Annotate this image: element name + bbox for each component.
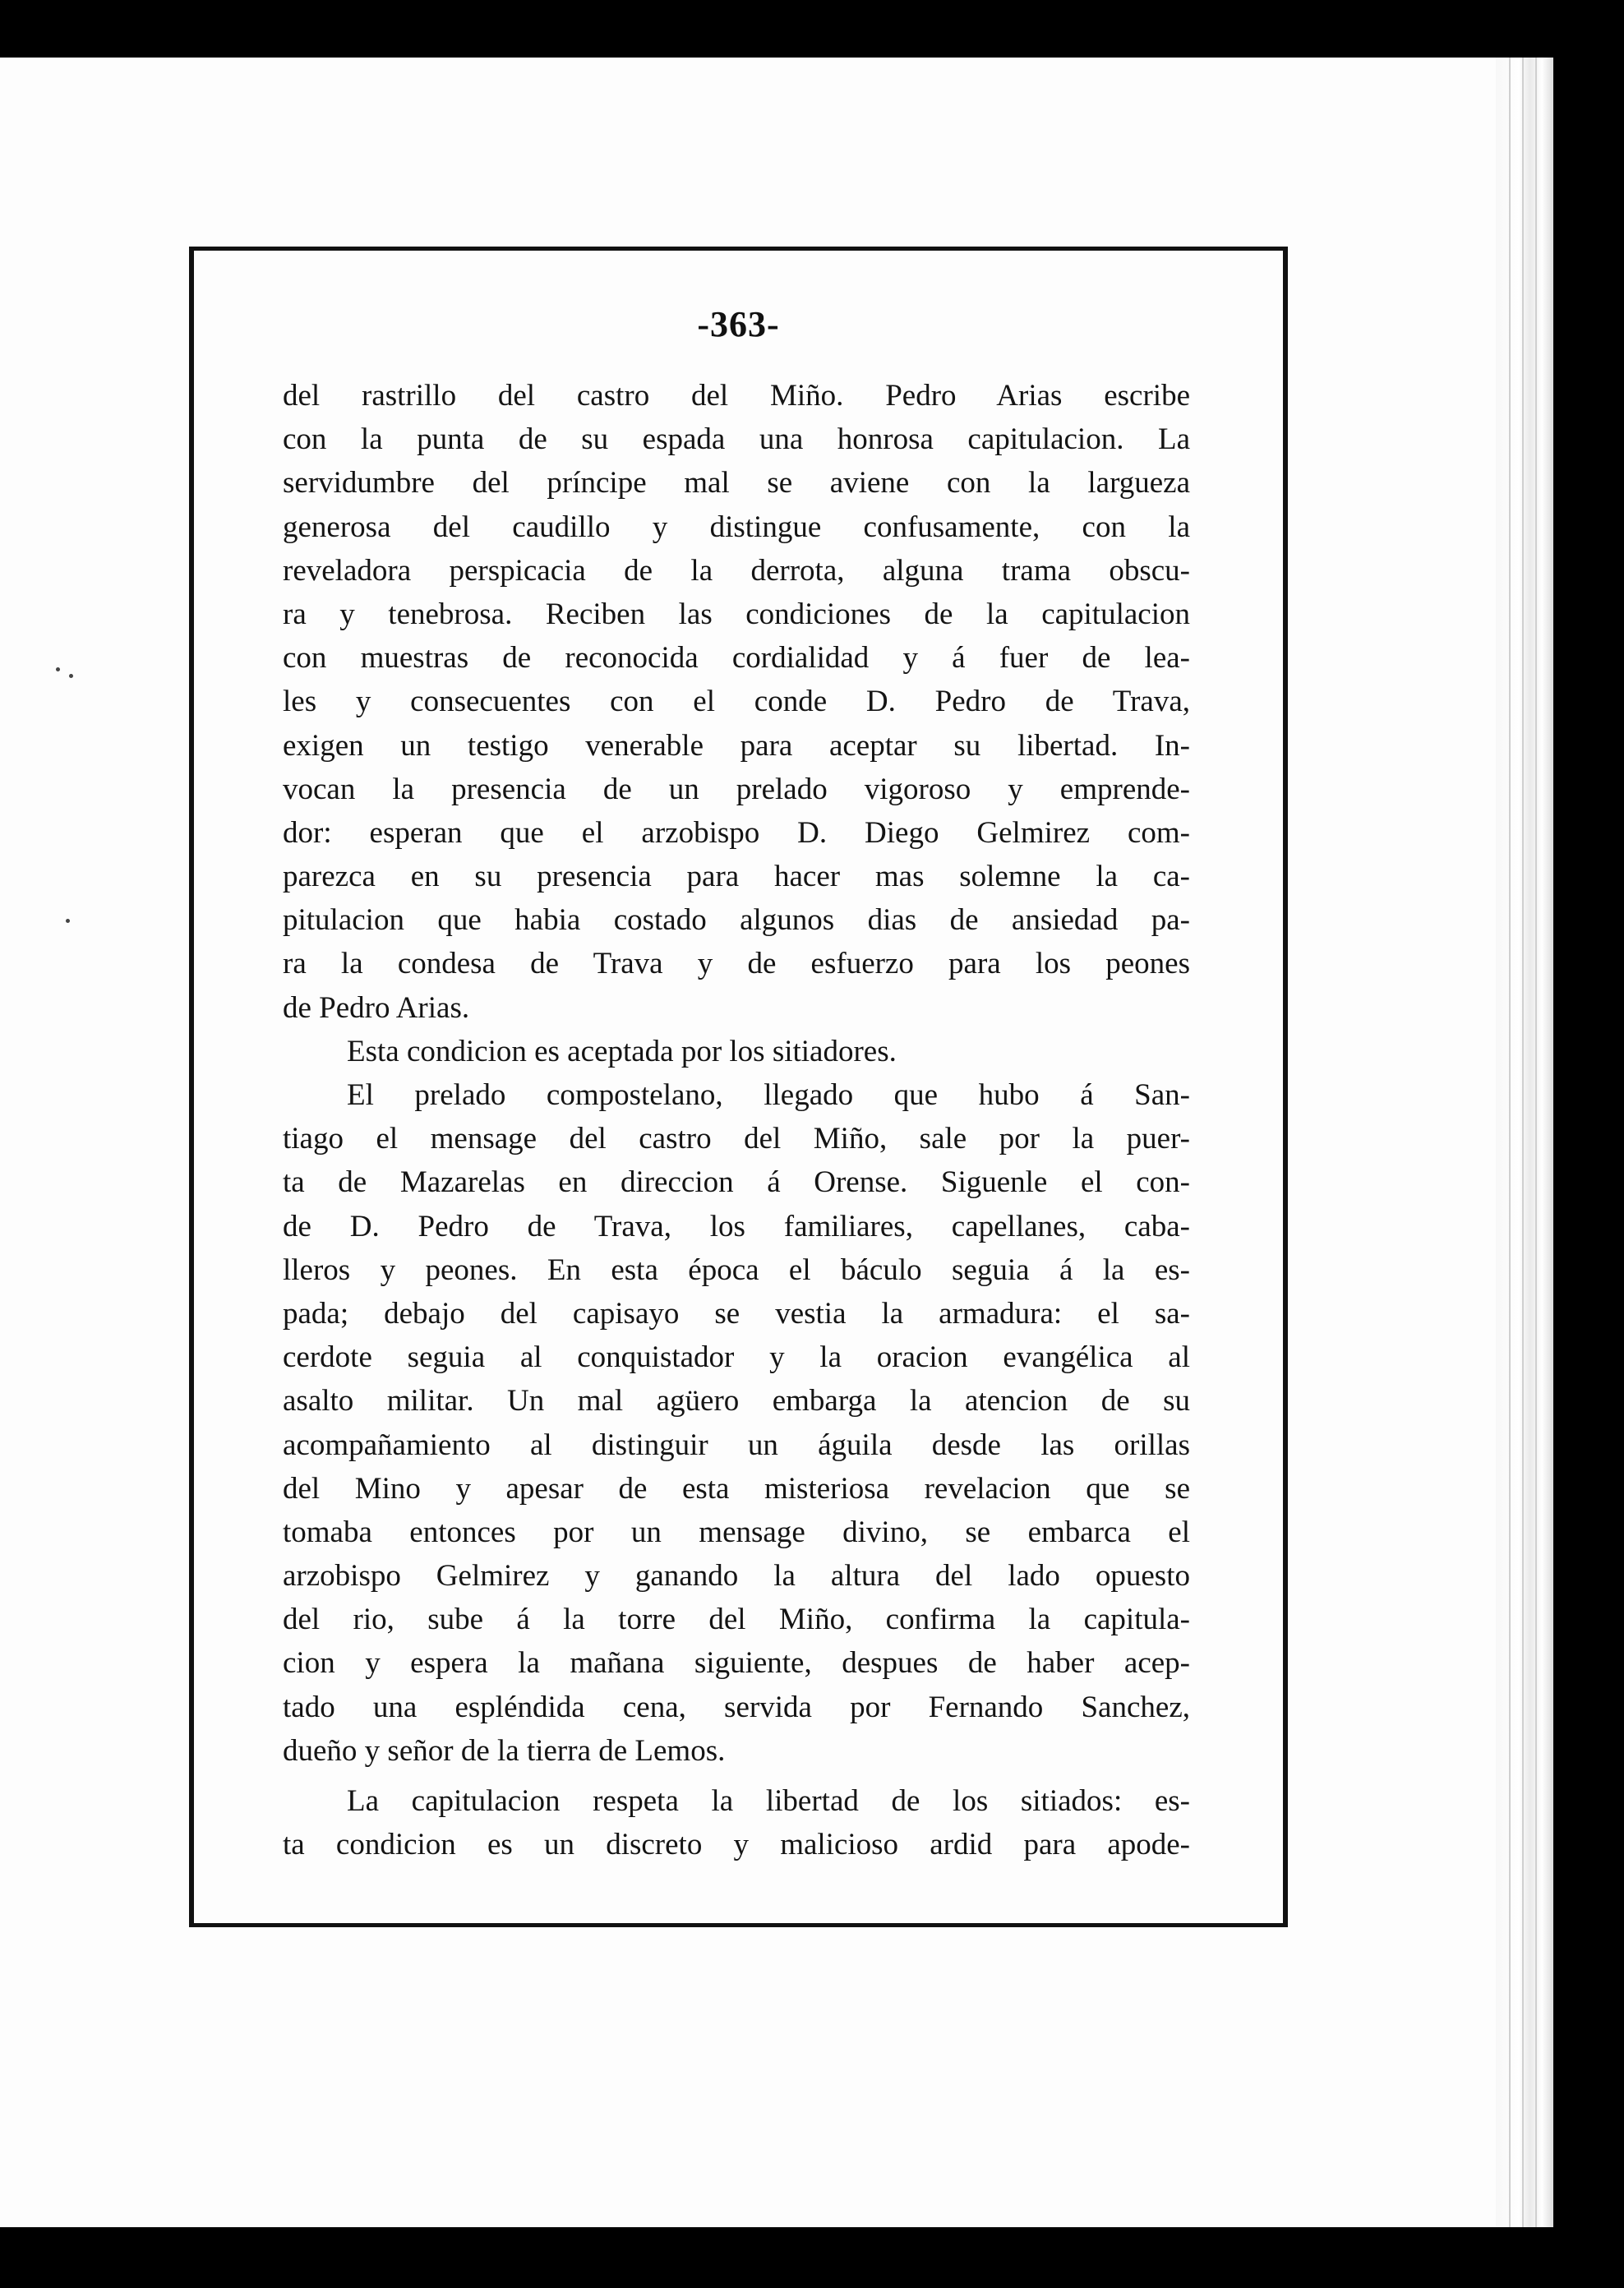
body-text xyxy=(283,374,1190,1866)
text-line: les y consecuentes con el conde D. Pedro de Trava, xyxy=(283,685,1190,719)
margin-mark xyxy=(56,667,60,671)
text-line: con la punta de su espada una honrosa capitulacion. La xyxy=(283,422,1190,457)
text-line: del rastrillo del castro del Miño. Pedro Arias escribe xyxy=(283,379,1190,413)
text-line: ta de Mazarelas en direccion á Orense. Siguenle el con- xyxy=(283,1165,1190,1200)
page-edge-line xyxy=(1509,58,1511,2227)
text-line: El prelado compostelano, llegado que hubo á San- xyxy=(347,1078,1190,1112)
page-edges xyxy=(1496,58,1553,2227)
page-edge-line xyxy=(1522,58,1524,2227)
text-line: del rio, sube á la torre del Miño, confirma la capitula- xyxy=(283,1603,1190,1637)
text-line: exigen un testigo venerable para aceptar su libertad. In- xyxy=(283,728,1190,763)
text-line: ta condicion es un discreto y malicioso ardid para apode- xyxy=(283,1828,1190,1862)
text-line: lleros y peones. En esta época el báculo seguia á la es- xyxy=(283,1252,1190,1287)
text-line: ra la condesa de Trava y de esfuerzo para los peones xyxy=(283,947,1190,981)
page-number: -363- xyxy=(697,304,780,344)
text-line: cerdote seguia al conquistador y la oracion evangélica al xyxy=(283,1340,1190,1375)
text-line: dueño y señor de la tierra de Lemos. xyxy=(283,1733,726,1768)
text-line: tiago el mensage del castro del Miño, sale por la puer- xyxy=(283,1122,1190,1156)
text-line: ra y tenebrosa. Reciben las condiciones de la capitulacion xyxy=(283,597,1190,631)
margin-mark xyxy=(66,919,70,923)
text-line: La capitulacion respeta la libertad de los sitiados: es- xyxy=(347,1784,1190,1818)
page-edge-line xyxy=(1535,58,1537,2227)
text-line: tomaba entonces por un mensage divino, se embarca el xyxy=(283,1515,1190,1549)
text-line: dor: esperan que el arzobispo D. Diego Gelmirez com- xyxy=(283,815,1190,850)
text-line: asalto militar. Un mal agüero embarga la atencion de su xyxy=(283,1384,1190,1418)
text-line: pitulacion que habia costado algunos dias de ansiedad pa- xyxy=(283,903,1190,938)
text-line: vocan la presencia de un prelado vigoroso y emprende- xyxy=(283,772,1190,806)
text-line: Esta condicion es aceptada por los sitiadores. xyxy=(347,1034,897,1068)
margin-mark xyxy=(69,674,73,678)
text-line: de D. Pedro de Trava, los familiares, capellanes, caba- xyxy=(283,1209,1190,1243)
page-frame xyxy=(189,247,1288,1927)
text-line: cion y espera la mañana siguiente, despues de haber acep- xyxy=(283,1646,1190,1681)
text-line: generosa del caudillo y distingue confusamente, con la xyxy=(283,510,1190,544)
text-line: tado una espléndida cena, servida por Fernando Sanchez, xyxy=(283,1690,1190,1724)
text-line: de Pedro Arias. xyxy=(283,990,470,1025)
text-line: pada; debajo del capisayo se vestia la armadura: el sa- xyxy=(283,1296,1190,1331)
text-line: reveladora perspicacia de la derrota, alguna trama obscu- xyxy=(283,553,1190,588)
text-line: del Mino y apesar de esta misteriosa revelacion que se xyxy=(283,1471,1190,1506)
text-line: acompañamiento al distinguir un águila desde las orillas xyxy=(283,1428,1190,1462)
text-line: servidumbre del príncipe mal se aviene con la largueza xyxy=(283,466,1190,501)
text-line: parezca en su presencia para hacer mas solemne la ca- xyxy=(283,860,1190,894)
text-line: arzobispo Gelmirez y ganando la altura del lado opuesto xyxy=(283,1559,1190,1594)
text-line: con muestras de reconocida cordialidad y á fuer de lea- xyxy=(283,641,1190,676)
